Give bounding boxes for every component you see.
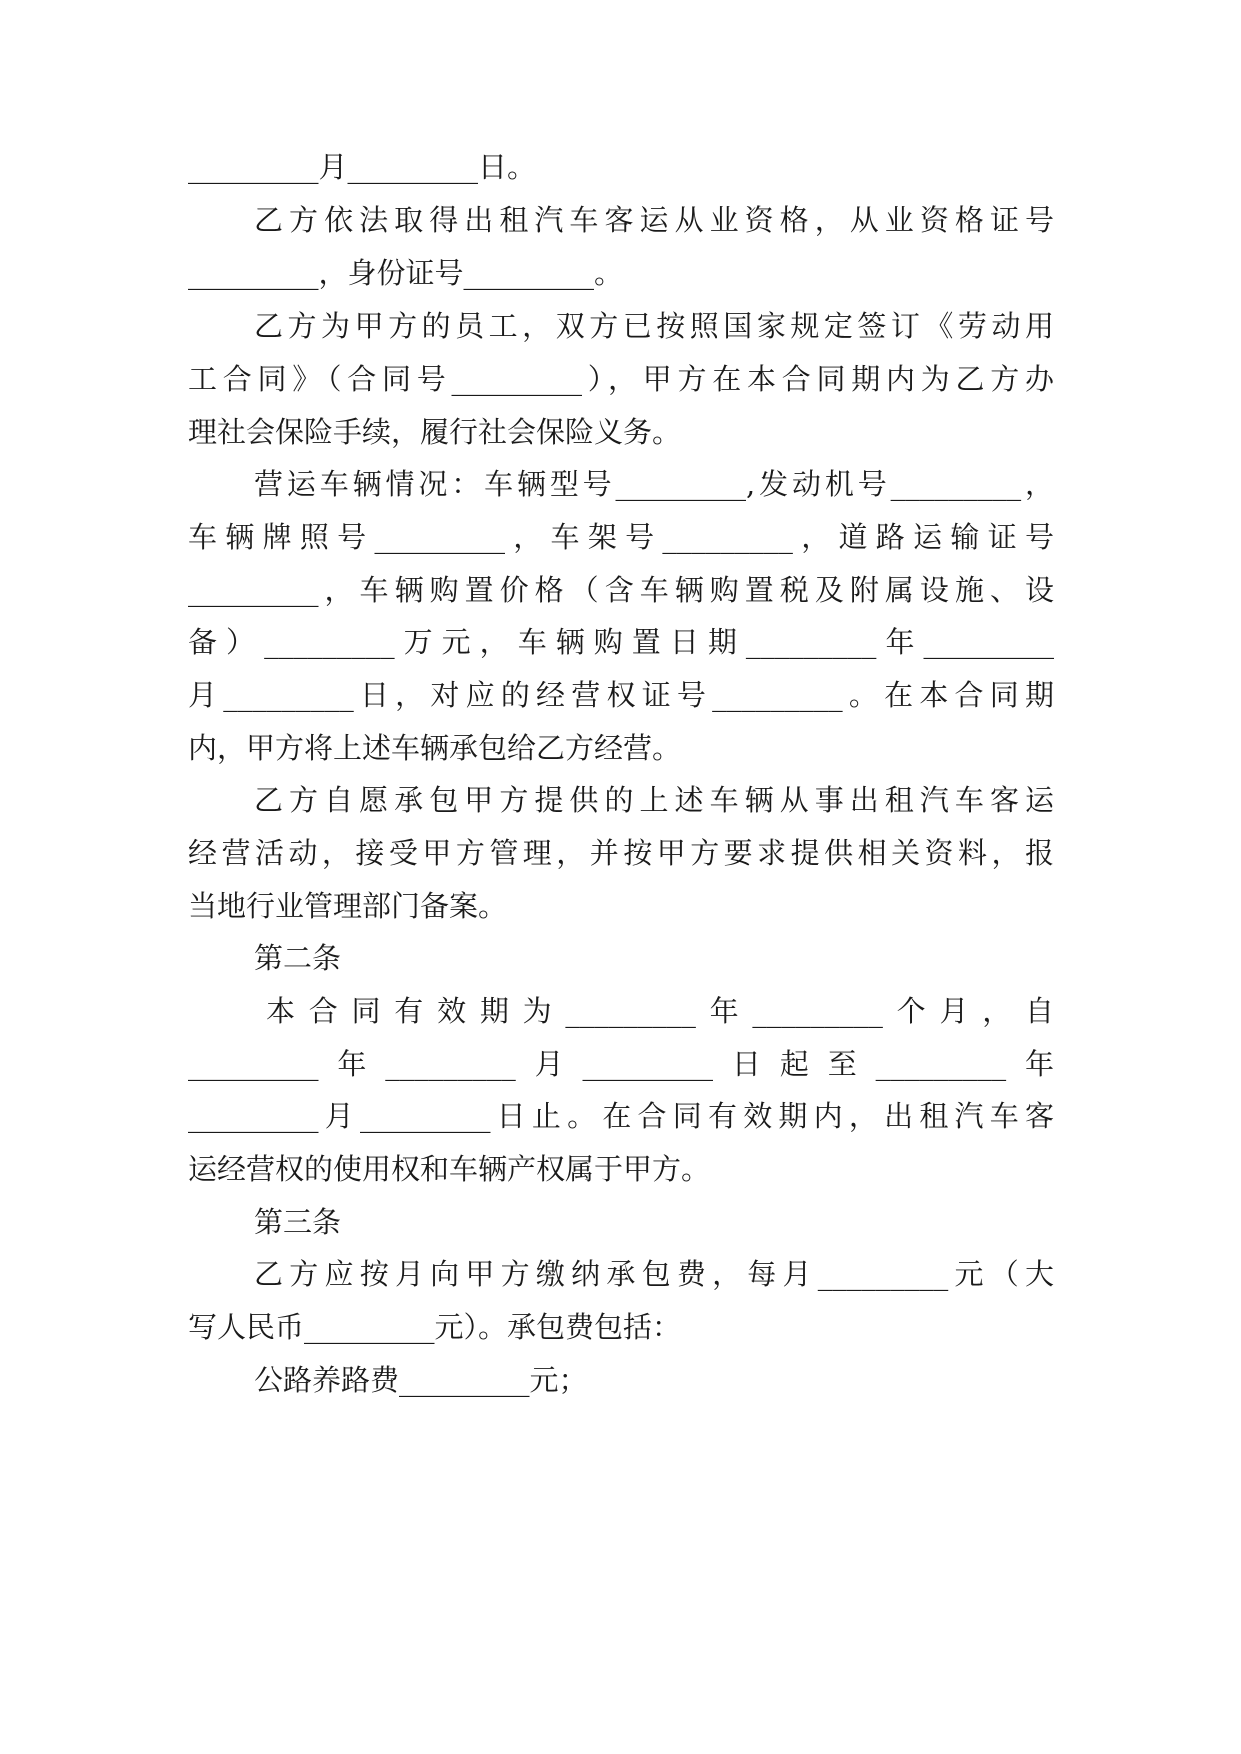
- text-line: _________月_________日。: [188, 150, 537, 184]
- text-line: 理社会保险手续，履行社会保险义务。: [188, 415, 682, 449]
- text-line: _________月_________日止。在合同有效期内，出租汽车客: [188, 1099, 1054, 1133]
- text-line: 乙方应按月向甲方缴纳承包费，每月_________元（大: [254, 1257, 1054, 1291]
- text-line: 当地行业管理部门备案。: [188, 889, 508, 923]
- text-line: 公路养路费_________元；: [254, 1363, 588, 1397]
- section-heading: 第二条: [254, 941, 342, 975]
- text-line: 乙方自愿承包甲方提供的上述车辆从事出租汽车客运: [254, 783, 1054, 817]
- text-line: 经营活动，接受甲方管理，并按甲方要求提供相关资料，报: [188, 836, 1054, 870]
- text-line: 备）_________万元，车辆购置日期_________年_________: [188, 625, 1054, 659]
- text-line: _________年_________月_________日起至_________年: [188, 1047, 1054, 1081]
- text-line: 工合同》（合同号_________），甲方在本合同期内为乙方办: [188, 362, 1054, 396]
- text-line: _________，身份证号_________。: [188, 256, 624, 290]
- text-line: 本合同有效期为_________年_________个月，自: [266, 994, 1054, 1028]
- text-line: 月_________日，对应的经营权证号_________。在本合同期: [188, 678, 1054, 712]
- text-line: _________，车辆购置价格（含车辆购置税及附属设施、设: [188, 573, 1054, 607]
- text-line: 车辆牌照号_________，车架号_________，道路运输证号: [188, 520, 1054, 554]
- text-line: 营运车辆情况：车辆型号_________,发动机号_________，: [254, 467, 1054, 501]
- section-heading: 第三条: [254, 1205, 342, 1239]
- text-line: 运经营权的使用权和车辆产权属于甲方。: [188, 1152, 711, 1186]
- text-line: 内，甲方将上述车辆承包给乙方经营。: [188, 731, 682, 765]
- text-line: 乙方为甲方的员工，双方已按照国家规定签订《劳动用: [254, 309, 1054, 343]
- text-line: 写人民币_________元）。承包费包括：: [188, 1310, 682, 1344]
- text-line: 乙方依法取得出租汽车客运从业资格，从业资格证号: [254, 203, 1054, 237]
